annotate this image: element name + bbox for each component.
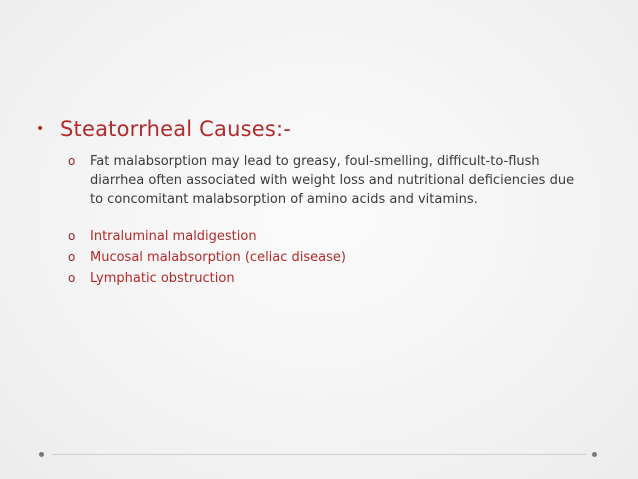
slide-heading: [36, 117, 291, 141]
list-item-description: [68, 152, 588, 209]
list-item-text: Intraluminal maldigestion: [90, 229, 257, 244]
list-marker: o: [68, 250, 76, 264]
list-item-intraluminal: [68, 227, 588, 246]
list-item-text: Fat malabsorption may lead to greasy, foul-smelling, difficult-to-flush diarrhea often associated with weight loss and nutritional deficiencies due to concomitant malabsorption of amino acids and vitamins.: [90, 154, 575, 207]
heading-title: Steatorrheal Causes:-: [60, 117, 292, 141]
cause-list: [68, 152, 588, 290]
list-item-mucosal: [68, 248, 588, 267]
list-marker: o: [68, 271, 76, 285]
list-item-text: Lymphatic obstruction: [90, 271, 235, 286]
footer-dot-right-icon: [592, 452, 597, 457]
footer-dot-left-icon: [39, 452, 44, 457]
list-item-lymphatic: [68, 269, 588, 288]
list-marker: o: [68, 154, 76, 168]
heading-bullet: •: [36, 121, 45, 137]
list-marker: o: [68, 229, 76, 243]
footer-divider: [52, 454, 586, 455]
list-item-text: Mucosal malabsorption (celiac disease): [90, 250, 346, 265]
